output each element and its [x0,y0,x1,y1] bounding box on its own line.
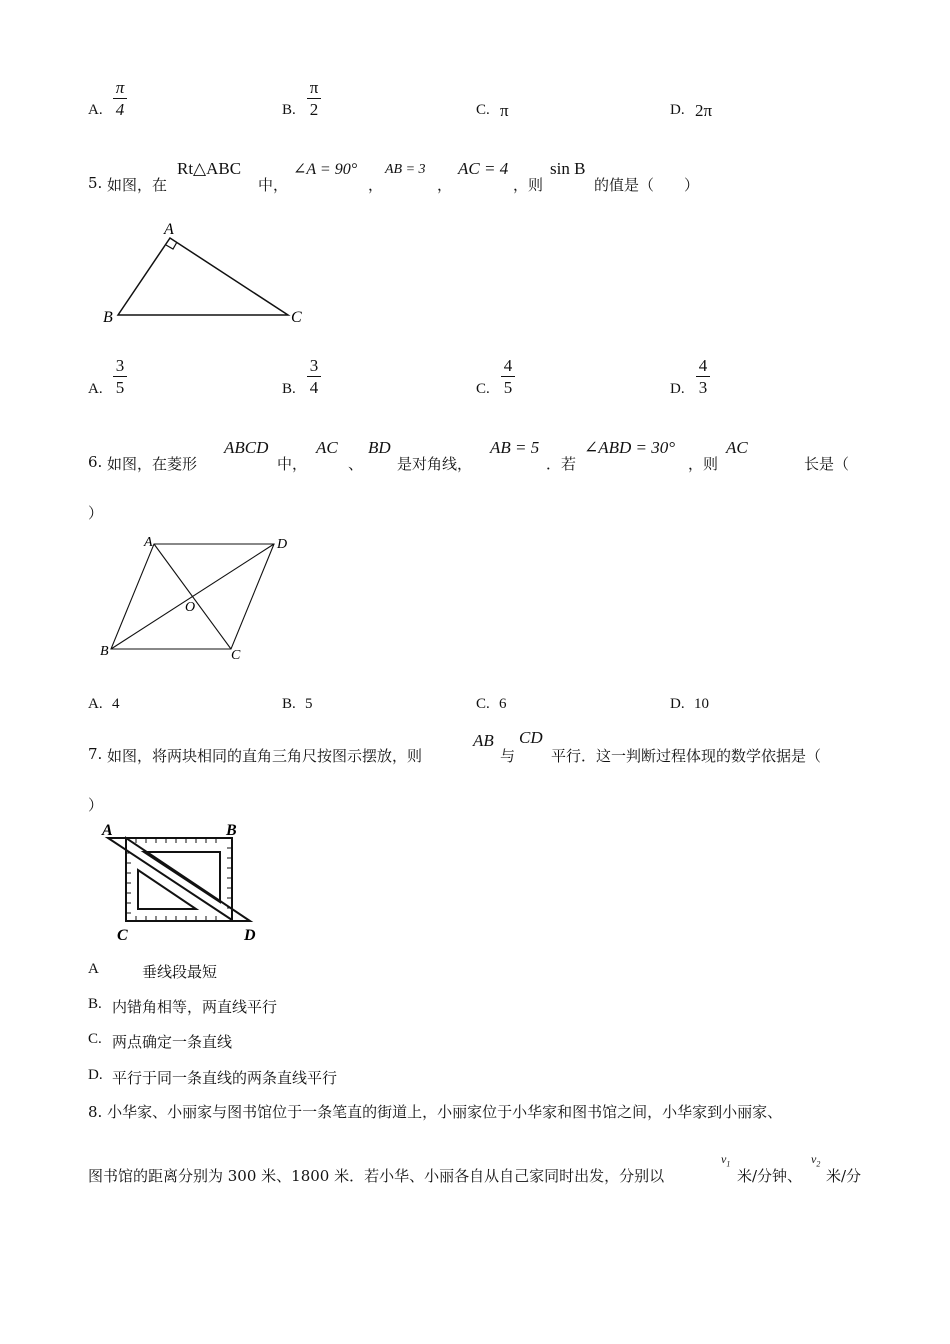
q5-label-a: A [164,221,174,238]
q5-option-c-fraction [501,356,515,397]
q5-option-d-label: D. [670,381,685,397]
q6-label-c: C [231,648,241,663]
q6-option-c-label: C. [476,696,490,712]
q6-option-b-label: B. [282,696,296,712]
q7-option-c-label: C. [88,1031,102,1047]
q6-label-b: B [100,644,109,659]
q7-option-d-label: D. [88,1067,103,1083]
q5-text-pre: 如图，在 [107,176,168,194]
q7-label-c: C [117,927,128,944]
q7-option-b-label: B. [88,996,102,1012]
q5-text-mid: 中， [258,176,289,194]
q5-option-a-label: A. [88,381,103,397]
q6-angle: ∠ABD = 30° [584,438,676,457]
q8-line-2-pre: 图书馆的距离分别为 300 米、1800 米．若小华、小丽各自从自己家同时出发，分别以 [88,1167,665,1185]
q5-ab: AB = 3 [385,162,426,177]
q4-option-d-label: D. [670,102,685,118]
q7-option-c-value: 两点确定一条直线 [112,1033,233,1051]
q7-yu: 与 [500,747,516,765]
q7-upper-ruler-inner [144,852,220,902]
q7-text-pre: 如图，将两块相同的直角三角尺按图示摆放，则 [107,747,423,765]
q6-dun: 、 [348,455,364,473]
q6-bd: BD [368,438,391,457]
q6-then: ，则 [688,455,719,473]
q7-option-a-label: A [88,961,99,977]
q6-close: ） [88,504,104,522]
q5-option-b-num: 3 [309,356,319,375]
q5-triangle: Rt△ABC [177,159,242,178]
q6-label-d: D [277,537,288,552]
q6-abcd: ABCD [224,438,269,457]
q5-option-d-num: 4 [698,356,708,375]
q6-option-d-label: D. [670,696,685,712]
q5-option-b-den: 4 [309,378,319,397]
q5-right-angle-mark [166,242,177,249]
q4-option-a-den: 4 [115,100,125,119]
q6-rhombus-figure [96,532,306,664]
q5-option-b-fraction [307,356,321,397]
q7-option-b-value: 内错角相等，两直线平行 [112,998,278,1016]
q5-option-c-den: 5 [503,378,513,397]
q5-option-c-num: 4 [503,356,513,375]
q7-label-b: B [226,822,237,839]
q6-ruo: ．若 [546,455,577,473]
q5-sep-2: ， [437,176,453,194]
q5-triangle-figure [98,218,318,330]
q5-option-b-label: B. [282,381,296,397]
q4-option-b-fraction [307,78,321,119]
q4-option-b-den: 2 [309,100,319,119]
q8-line-1: 8. 小华家、小丽家与图书馆位于一条笔直的街道上，小丽家位于小华家和图书馆之间，小华家到小丽家、 [88,1103,783,1121]
q7-end: 平行．这一判断过程体现的数学依据是（ [551,747,822,765]
q7-triangle-rulers-figure [96,818,271,946]
q6-ac-2: AC [726,438,748,457]
q8-v1: $v_1$ [721,1152,731,1169]
q8-unit-2: 米/分 [826,1167,862,1185]
q4-option-c-label: C. [476,102,490,118]
q6-option-b-value: 5 [305,696,313,712]
q6-option-d-value: 10 [694,696,709,712]
q6-ab5: AB = 5 [490,438,540,457]
q6-option-a-value: 4 [112,696,120,712]
q5-option-a-num: 3 [115,356,125,375]
q6-option-c-value: 6 [499,696,507,712]
q7-number: 7. [88,745,103,763]
q5-label-c: C [291,309,302,326]
q6-diagonal-bd [111,544,274,649]
q5-option-d-den: 3 [698,378,708,397]
q7-ab: AB [473,731,494,750]
q7-label-a: A [102,822,113,839]
q7-option-a-value: 垂线段最短 [142,963,218,981]
q7-option-d-value: 平行于同一条直线的两条直线平行 [112,1069,338,1087]
q5-sep-1: ， [368,176,384,194]
q4-option-a-label: A. [88,102,103,118]
q6-option-a-label: A. [88,696,103,712]
q6-text-mid: 中， [277,455,308,473]
q6-ac: AC [316,438,338,457]
q5-label-b: B [103,309,113,326]
q6-label-o: O [185,600,196,615]
q8-v2: $v_2$ [811,1152,821,1169]
q6-label-a: A [144,535,153,550]
q5-end: 的值是（ ） [594,176,700,194]
q4-option-b-label: B. [282,102,296,118]
q5-option-c-label: C. [476,381,490,397]
q5-sinb: sin B [550,159,586,178]
q4-option-b-num: π [309,78,319,97]
q7-label-d: D [244,927,256,944]
q6-diag: 是对角线， [397,455,473,473]
q5-angle: ∠A = 90° [293,161,358,178]
q8-unit-1: 米/分钟、 [737,1167,803,1185]
q6-text-pre: 如图，在菱形 [107,455,198,473]
q4-option-a-num: π [115,78,125,97]
q5-option-d-fraction [696,356,710,397]
q6-number: 6. [88,453,103,471]
q5-option-a-fraction [113,356,127,397]
q5-ac: AC = 4 [458,159,509,178]
q5-then: ，则 [513,176,544,194]
q4-option-d-value: 2π [695,101,713,120]
q7-cd: CD [519,728,543,747]
q4-option-a-fraction [113,78,127,119]
q4-option-c-value: π [500,101,509,120]
q5-option-a-den: 5 [115,378,125,397]
q5-number: 5. [88,174,103,192]
q7-close: ） [88,796,104,814]
q6-end: 长是（ [804,455,850,473]
q5-triangle-shape [118,238,288,315]
